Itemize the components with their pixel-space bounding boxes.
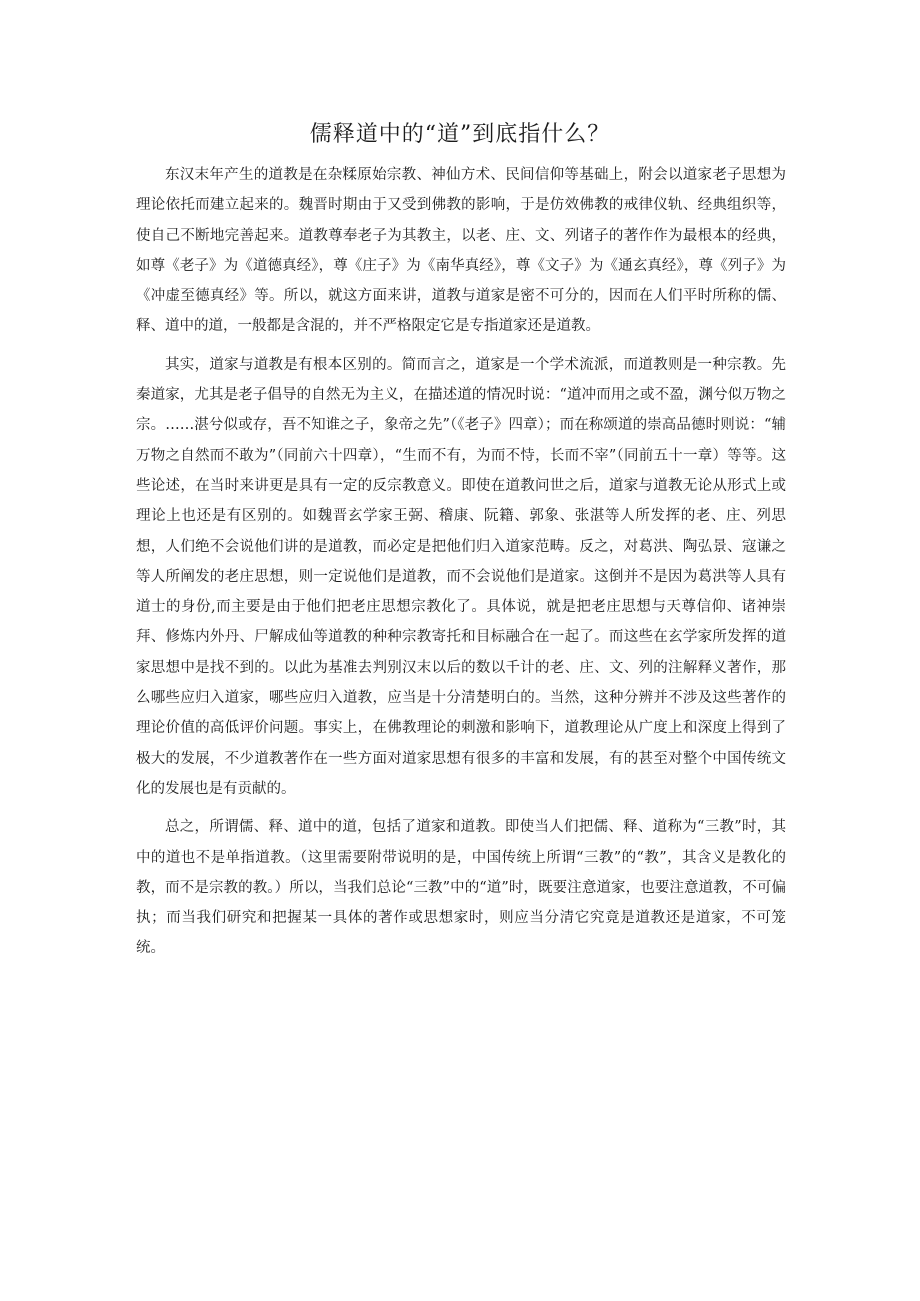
document-body (136, 160, 786, 972)
paragraph-2: 其实，道家与道教是有根本区别的。简而言之，道家是一个学术流派，而道教则是一种宗教。先秦道家，尤其是老子倡导的自然无为主义，在描述道的情况时说：“道冲而用之或不盈，渊兮似万物之宗。……湛兮似或存，吾不知谁之子，象帝之先”（《老子》四章）；而在称颂道的崇高品德时则说：“辅万物之自然而不敢为”（同前六十四章），“生而不有，为而不恃，长而不宰”（同前五十一章）等等。这些论述，在当时来讲更是具有一定的反宗教意义。即使在道教问世之后，道家与道教无论从形式上或理论上也还是有区别的。如魏晋玄学家王弼、稽康、阮籍、郭象、张湛等人所发挥的老、庄、列思想，人们绝不会说他们讲的是道教，而必定是把他们归入道家范畴。反之，对葛洪、陶弘景、寇谦之等人所阐发的老庄思想，则一定说他们是道教，而不会说他们是道家。这倒并不是因为葛洪等人具有道士的身份,而主要是由于他们把老庄思想宗教化了。具体说，就是把老庄思想与天尊信仰、诸神崇拜、修炼内外丹、尸解成仙等道教的种种宗教寄托和目标融合在一起了。而这些在玄学家所发挥的道家思想中是找不到的。以此为基准去判别汉末以后的数以千计的老、庄、文、列的注解释义著作，那么哪些应归入道家，哪些应归入道教，应当是十分清楚明白的。当然，这种分辨并不涉及这些著作的理论价值的高低评价问题。事实上，在佛教理论的刺激和影响下，道教理论从广度上和深度上得到了极大的发展，不少道教著作在一些方面对道家思想有很多的丰富和发展，有的甚至对整个中国传统文化的发展也是有贡献的。 (136, 356, 786, 797)
paragraph-1: 东汉末年产生的道教是在杂糅原始宗教、神仙方术、民间信仰等基础上，附会以道家老子思想为理论依托而建立起来的。魏晋时期由于又受到佛教的影响，于是仿效佛教的戒律仪轨、经典组织等，使自己不断地完善起来。道教尊奉老子为其教主，以老、庄、文、列诸子的著作作为最根本的经典，如尊《老子》为《道德真经》，尊《庄子》为《南华真经》，尊《文子》为《通玄真经》，尊《列子》为《冲虚至德真经》等。所以，就这方面来讲，道教与道家是密不可分的，因而在人们平时所称的儒、释、道中的道，一般都是含混的，并不严格限定它是专指道家还是道教。 (136, 167, 786, 335)
document-title: 儒释道中的“道”到底指什么？ (309, 122, 611, 147)
paragraph-3: 总之，所谓儒、释、道中的道，包括了道家和道教。即使当人们把儒、释、道称为“三教”时，其中的道也不是单指道教。（这里需要附带说明的是，中国传统上所谓“三教”的“教”，其含义是教化的教，而不是宗教的教。）所以，当我们总论“三教”中的“道”时，既要注意道家，也要注意道教，不可偏执；而当我们研究和把握某一具体的著作或思想家时，则应当分清它究竟是道教还是道家，不可笼统。 (136, 819, 786, 957)
